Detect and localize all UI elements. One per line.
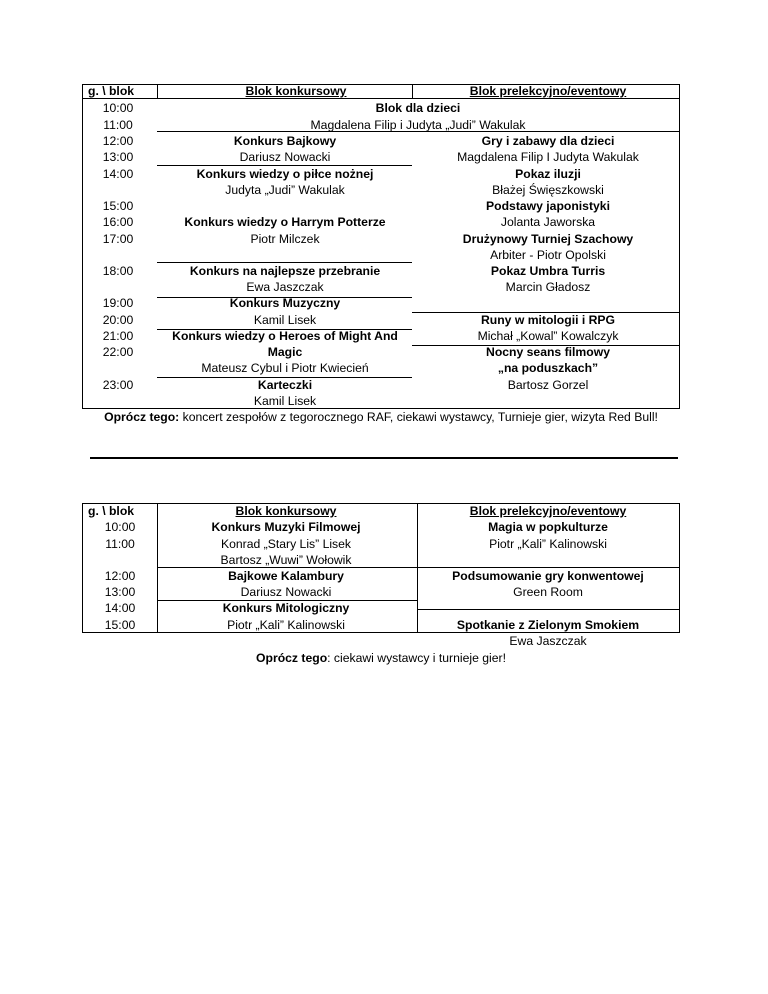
competitive-block-header: Blok konkursowy: [235, 504, 337, 518]
event-host: Marcin Gładosz: [505, 280, 591, 294]
column-divider: [417, 503, 418, 633]
time-label: 15:00: [102, 199, 134, 213]
event-title: Podstawy japonistyki: [486, 199, 610, 213]
event-host: Ewa Jaszczak: [509, 634, 587, 648]
kids-block-hosts: Magdalena Filip i Judyta „Judi” Wakulak: [310, 118, 526, 132]
time-label: 10:00: [104, 520, 136, 534]
time-label: 17:00: [102, 232, 134, 246]
time-label: 14:00: [102, 167, 134, 181]
event-title: Magic: [267, 345, 303, 359]
time-label: 15:00: [104, 618, 136, 632]
time-label: 16:00: [102, 215, 134, 229]
time-label: 20:00: [102, 313, 134, 327]
event-title: Konkurs Bajkowy: [233, 134, 337, 148]
event-title: Konkurs Muzyczny: [229, 296, 341, 310]
event-title: Karteczki: [257, 378, 313, 392]
competitive-block-header: Blok konkursowy: [245, 84, 347, 98]
time-label: 22:00: [102, 345, 134, 359]
event-host: Ewa Jaszczak: [246, 280, 324, 294]
event-title: Pokaz Umbra Turris: [490, 264, 606, 278]
row-divider: [417, 609, 680, 610]
event-host: Piotr „Kali” Kalinowski: [489, 537, 607, 551]
additional-info-label: Oprócz tego: [256, 651, 328, 665]
event-title: Konkurs Mitologiczny: [222, 601, 350, 615]
event-host: Błażej Święszkowski: [492, 183, 604, 197]
additional-info-text: : ciekawi wystawcy i turnieje gier!: [327, 651, 506, 665]
event-host: Dariusz Nowacki: [240, 585, 332, 599]
event-title: Magia w popkulturze: [488, 520, 608, 534]
event-host: Green Room: [513, 585, 583, 599]
event-host: Michał „Kowal” Kowalczyk: [477, 329, 619, 343]
event-host: Dariusz Nowacki: [239, 150, 331, 164]
event-title: „na poduszkach”: [497, 361, 599, 375]
event-host: Mateusz Cybul i Piotr Kwiecień: [201, 361, 369, 375]
event-title: Pokaz iluzji: [515, 167, 581, 181]
additional-info: [256, 650, 506, 666]
event-host: Kamil Lisek: [253, 394, 317, 408]
event-host: Jolanta Jaworska: [500, 215, 596, 229]
lecture-block-header: Blok prelekcyjno/eventowy: [469, 84, 627, 98]
time-label: 10:00: [102, 101, 134, 115]
event-title: Spotkanie z Zielonym Smokiem: [456, 618, 640, 632]
schedule-day1: [82, 84, 680, 429]
additional-info: [104, 409, 658, 425]
event-host: Bartosz Gorzel: [507, 378, 589, 392]
time-label: 13:00: [102, 150, 134, 164]
column-divider: [412, 84, 413, 98]
event-host: Arbiter - Piotr Opolski: [490, 248, 606, 262]
event-title: Podsumowanie gry konwentowej: [452, 569, 644, 583]
additional-info-text: koncert zespołów z tegorocznego RAF, ciekawi wystawcy, Turnieje gier, wizyta Red Bull!: [179, 410, 658, 424]
event-title: Konkurs na najlepsze przebranie: [189, 264, 381, 278]
event-host: Konrad „Stary Lis” Lisek: [220, 537, 352, 551]
time-label: 12:00: [102, 134, 134, 148]
additional-info-label: Oprócz tego:: [104, 410, 180, 424]
event-host: Piotr „Kali” Kalinowski: [227, 618, 345, 632]
event-host: Piotr Milczek: [250, 232, 320, 246]
event-title: Konkurs wiedzy o piłce nożnej: [196, 167, 374, 181]
time-label: 19:00: [102, 296, 134, 310]
time-label: 11:00: [105, 537, 135, 551]
event-host: Judyta „Judi” Wakulak: [225, 183, 345, 197]
time-column-header: g. \ blok: [88, 84, 135, 98]
event-title: Runy w mitologii i RPG: [480, 313, 616, 327]
event-title: Konkurs wiedzy o Heroes of Might And: [172, 329, 398, 343]
event-host: Kamil Lisek: [253, 313, 317, 327]
lecture-block-header: Blok prelekcyjno/eventowy: [469, 504, 627, 518]
event-title: Nocny seans filmowy: [486, 345, 610, 359]
time-label: 12:00: [104, 569, 136, 583]
event-title: Gry i zabawy dla dzieci: [481, 134, 615, 148]
time-label: 11:00: [103, 118, 133, 132]
column-divider: [157, 84, 158, 98]
time-label: 13:00: [104, 585, 136, 599]
column-divider: [157, 503, 158, 633]
time-label: 14:00: [104, 601, 136, 615]
schedule-day2: [82, 503, 680, 673]
event-host: Bartosz „Wuwi” Wołowik: [220, 553, 352, 567]
event-title: Konkurs wiedzy o Harrym Potterze: [184, 215, 386, 229]
event-title: Konkurs Muzyki Filmowej: [211, 520, 361, 534]
time-label: 21:00: [102, 329, 134, 343]
kids-block-title: Blok dla dzieci: [375, 101, 461, 115]
time-column-header: g. \ blok: [88, 504, 135, 518]
time-label: 23:00: [102, 378, 134, 392]
event-host: Magdalena Filip I Judyta Wakulak: [457, 150, 639, 164]
time-label: 18:00: [102, 264, 134, 278]
event-title: Drużynowy Turniej Szachowy: [462, 232, 634, 246]
schedule-separator: [90, 457, 678, 459]
event-title: Bajkowe Kalambury: [228, 569, 344, 583]
